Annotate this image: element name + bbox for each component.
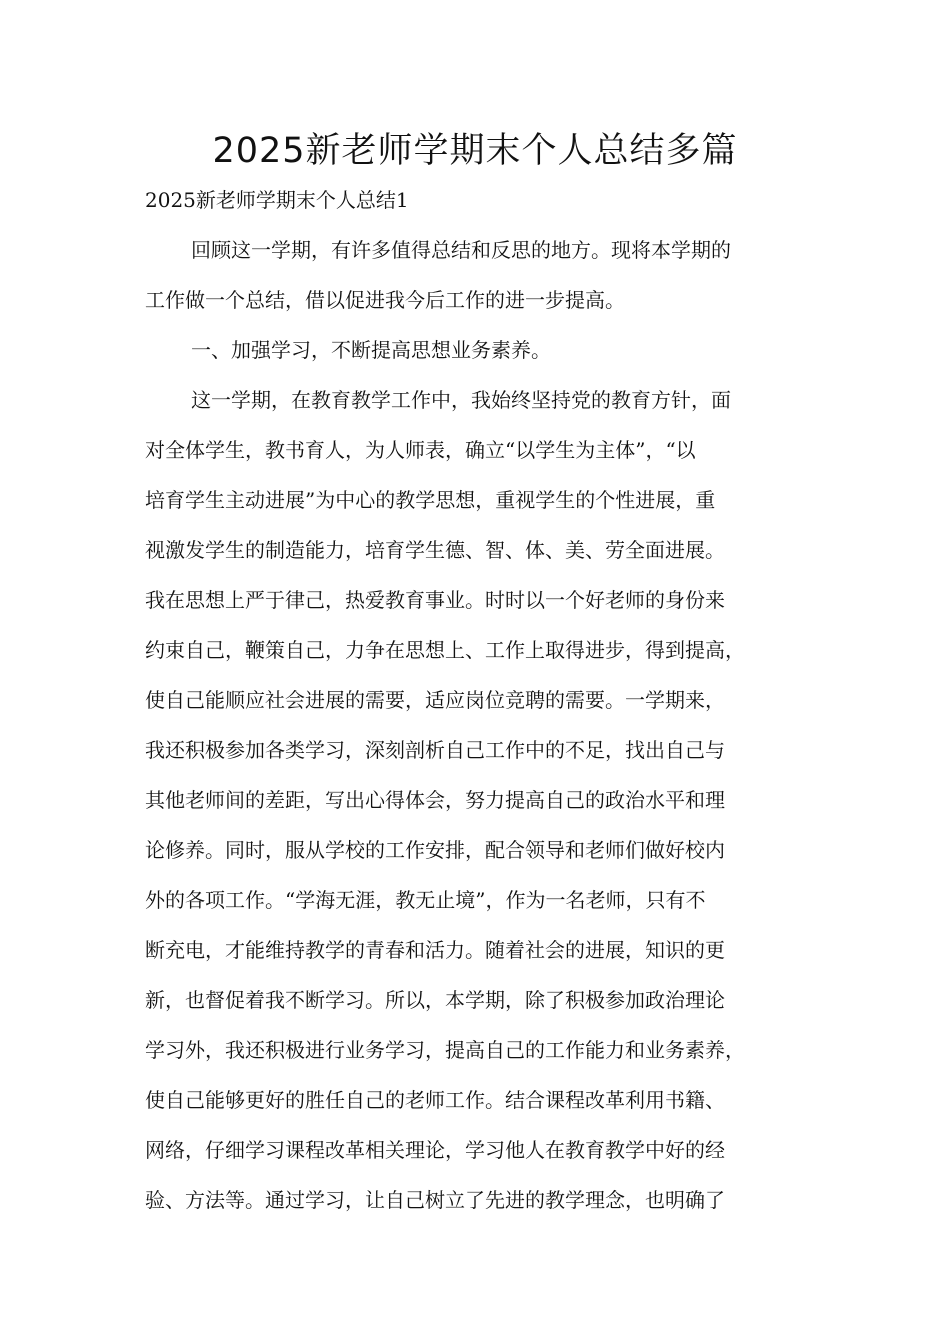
body-line: 培育学生主动进展”为中心的教学思想，重视学生的个性进展，重: [145, 488, 716, 512]
body-line: 对全体学生，教书育人，为人师表，确立“以学生为主体”，“以: [145, 438, 696, 462]
body-line: 这一学期，在教育教学工作中，我始终坚持党的教育方针，面: [191, 388, 731, 412]
body-line: 约束自己，鞭策自己，力争在思想上、工作上取得进步，得到提高，: [145, 638, 745, 662]
section-heading: 2025新老师学期末个人总结1: [145, 188, 409, 212]
body-line: 使自己能够更好的胜任自己的老师工作。结合课程改革利用书籍、: [145, 1088, 725, 1112]
body-line: 我还积极参加各类学习，深刻剖析自己工作中的不足，找出自己与: [145, 738, 725, 762]
body-line: 验、方法等。通过学习，让自己树立了先进的教学理念，也明确了: [145, 1188, 725, 1212]
body-line: 使自己能顺应社会进展的需要，适应岗位竞聘的需要。一学期来，: [145, 688, 725, 712]
document-title: 2025新老师学期末个人总结多篇: [212, 131, 738, 171]
body-line: 其他老师间的差距，写出心得体会，努力提高自己的政治水平和理: [145, 788, 725, 812]
body-line: 外的各项工作。“学海无涯，教无止境”，作为一名老师，只有不: [145, 888, 706, 912]
body-line: 断充电，才能维持教学的青春和活力。随着社会的进展，知识的更: [145, 938, 725, 962]
body-line: 回顾这一学期，有许多值得总结和反思的地方。现将本学期的: [191, 238, 731, 262]
body-line: 论修养。同时，服从学校的工作安排，配合领导和老师们做好校内: [145, 838, 725, 862]
body-line: 新，也督促着我不断学习。所以，本学期，除了积极参加政治理论: [145, 988, 725, 1012]
body-line: 网络，仔细学习课程改革相关理论，学习他人在教育教学中好的经: [145, 1138, 725, 1162]
body-line: 视激发学生的制造能力，培育学生德、智、体、美、劳全面进展。: [145, 538, 725, 562]
body-line: 学习外，我还积极进行业务学习，提高自己的工作能力和业务素养，: [145, 1038, 745, 1062]
body-line: 我在思想上严于律己，热爱教育事业。时时以一个好老师的身份来: [145, 588, 725, 612]
body-line: 工作做一个总结，借以促进我今后工作的进一步提高。: [145, 288, 625, 312]
section-subheading: 一、加强学习，不断提高思想业务素养。: [191, 338, 551, 362]
